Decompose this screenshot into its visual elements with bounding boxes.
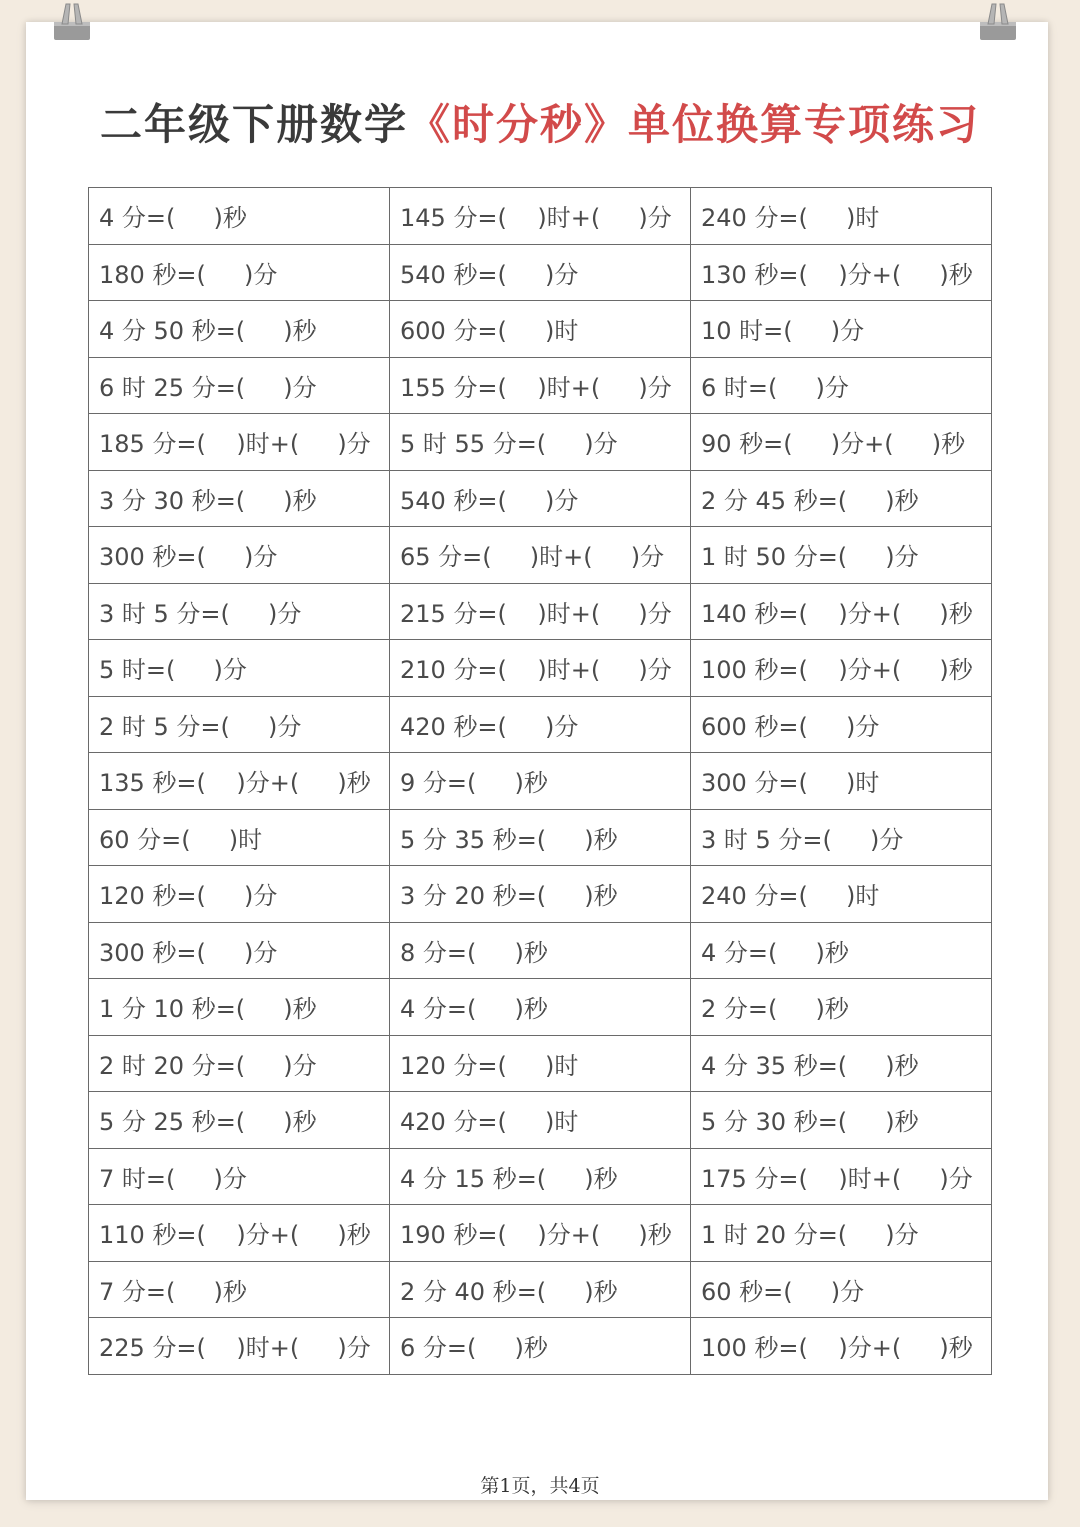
table-row (89, 979, 992, 1036)
exercise-cell[interactable]: 145 分=( )时+( )分 (390, 188, 691, 245)
table-row (89, 301, 992, 358)
exercise-cell[interactable]: 210 分=( )时+( )分 (390, 640, 691, 697)
exercise-cell[interactable]: 240 分=( )时 (691, 188, 992, 245)
exercise-cell[interactable]: 10 时=( )分 (691, 301, 992, 358)
exercise-cell[interactable]: 110 秒=( )分+( )秒 (89, 1205, 390, 1262)
table-row (89, 1035, 992, 1092)
exercise-cell[interactable]: 60 秒=( )分 (691, 1261, 992, 1318)
binder-clip-icon (978, 0, 1018, 42)
exercise-cell[interactable]: 1 时 20 分=( )分 (691, 1205, 992, 1262)
table-row (89, 188, 992, 245)
exercise-cell[interactable]: 65 分=( )时+( )分 (390, 527, 691, 584)
table-row (89, 414, 992, 471)
exercise-cell[interactable]: 540 秒=( )分 (390, 244, 691, 301)
table-row (89, 753, 992, 810)
table-row (89, 1092, 992, 1149)
title-suffix: 单位换算专项练习 (628, 100, 981, 149)
exercise-cell[interactable]: 600 分=( )时 (390, 301, 691, 358)
exercise-cell[interactable]: 7 分=( )秒 (89, 1261, 390, 1318)
page-number: 第1页，共4页 (480, 1475, 600, 1497)
exercise-cell[interactable]: 3 时 5 分=( )分 (89, 583, 390, 640)
exercise-cell[interactable]: 5 分 35 秒=( )秒 (390, 809, 691, 866)
exercise-cell[interactable]: 420 分=( )时 (390, 1092, 691, 1149)
exercise-cell[interactable]: 190 秒=( )分+( )秒 (390, 1205, 691, 1262)
exercise-cell[interactable]: 225 分=( )时+( )分 (89, 1318, 390, 1375)
table-row (89, 527, 992, 584)
exercise-cell[interactable]: 4 分 50 秒=( )秒 (89, 301, 390, 358)
exercise-cell[interactable]: 60 分=( )时 (89, 809, 390, 866)
exercise-cell[interactable]: 120 分=( )时 (390, 1035, 691, 1092)
exercise-cell[interactable]: 135 秒=( )分+( )秒 (89, 753, 390, 810)
exercise-table (88, 187, 992, 1375)
exercise-cell[interactable]: 8 分=( )秒 (390, 922, 691, 979)
exercise-cell[interactable]: 185 分=( )时+( )分 (89, 414, 390, 471)
exercise-cell[interactable]: 2 时 5 分=( )分 (89, 696, 390, 753)
table-row (89, 357, 992, 414)
exercise-cell[interactable]: 3 分 20 秒=( )秒 (390, 866, 691, 923)
exercise-cell[interactable]: 540 秒=( )分 (390, 470, 691, 527)
exercise-cell[interactable]: 3 时 5 分=( )分 (691, 809, 992, 866)
table-row (89, 922, 992, 979)
title-topic: 《时分秒》 (407, 100, 628, 149)
exercise-cell[interactable]: 175 分=( )时+( )分 (691, 1148, 992, 1205)
table-row (89, 1205, 992, 1262)
exercise-cell[interactable]: 6 时=( )分 (691, 357, 992, 414)
exercise-cell[interactable]: 2 分 40 秒=( )秒 (390, 1261, 691, 1318)
table-row (89, 1148, 992, 1205)
exercise-cell[interactable]: 4 分 35 秒=( )秒 (691, 1035, 992, 1092)
table-row (89, 696, 992, 753)
exercise-cell[interactable]: 300 秒=( )分 (89, 527, 390, 584)
exercise-cell[interactable]: 1 时 50 分=( )分 (691, 527, 992, 584)
exercise-cell[interactable]: 5 时 55 分=( )分 (390, 414, 691, 471)
exercise-cell[interactable]: 6 分=( )秒 (390, 1318, 691, 1375)
table-row (89, 1318, 992, 1375)
exercise-cell[interactable]: 120 秒=( )分 (89, 866, 390, 923)
table-row (89, 470, 992, 527)
table-row (89, 583, 992, 640)
exercise-cell[interactable]: 5 分 30 秒=( )秒 (691, 1092, 992, 1149)
exercise-cell[interactable]: 100 秒=( )分+( )秒 (691, 640, 992, 697)
table-row (89, 866, 992, 923)
exercise-cell[interactable]: 1 分 10 秒=( )秒 (89, 979, 390, 1036)
exercise-cell[interactable]: 100 秒=( )分+( )秒 (691, 1318, 992, 1375)
exercise-cell[interactable]: 420 秒=( )分 (390, 696, 691, 753)
table-row (89, 1261, 992, 1318)
exercise-cell[interactable]: 90 秒=( )分+( )秒 (691, 414, 992, 471)
exercise-cell[interactable]: 2 分 45 秒=( )秒 (691, 470, 992, 527)
exercise-cell[interactable]: 600 秒=( )分 (691, 696, 992, 753)
exercise-cell[interactable]: 3 分 30 秒=( )秒 (89, 470, 390, 527)
exercise-cell[interactable]: 4 分=( )秒 (390, 979, 691, 1036)
page-title (0, 92, 1080, 152)
table-row (89, 244, 992, 301)
exercise-cell[interactable]: 6 时 25 分=( )分 (89, 357, 390, 414)
exercise-cell[interactable]: 300 分=( )时 (691, 753, 992, 810)
exercise-cell[interactable]: 140 秒=( )分+( )秒 (691, 583, 992, 640)
exercise-cell[interactable]: 180 秒=( )分 (89, 244, 390, 301)
exercise-cell[interactable]: 5 分 25 秒=( )秒 (89, 1092, 390, 1149)
exercise-cell[interactable]: 155 分=( )时+( )分 (390, 357, 691, 414)
exercise-cell[interactable]: 2 分=( )秒 (691, 979, 992, 1036)
exercise-cell[interactable]: 4 分=( )秒 (89, 188, 390, 245)
table-row (89, 809, 992, 866)
exercise-cell[interactable]: 130 秒=( )分+( )秒 (691, 244, 992, 301)
title-prefix: 二年级下册数学 (99, 100, 408, 149)
exercise-cell[interactable]: 9 分=( )秒 (390, 753, 691, 810)
exercise-cell[interactable]: 240 分=( )时 (691, 866, 992, 923)
exercise-cell[interactable]: 5 时=( )分 (89, 640, 390, 697)
exercise-cell[interactable]: 2 时 20 分=( )分 (89, 1035, 390, 1092)
binder-clip-icon (52, 0, 92, 42)
exercise-cell[interactable]: 7 时=( )分 (89, 1148, 390, 1205)
exercise-cell[interactable]: 4 分=( )秒 (691, 922, 992, 979)
exercise-cell[interactable]: 215 分=( )时+( )分 (390, 583, 691, 640)
exercise-cell[interactable]: 4 分 15 秒=( )秒 (390, 1148, 691, 1205)
exercise-cell[interactable]: 300 秒=( )分 (89, 922, 390, 979)
table-row (89, 640, 992, 697)
